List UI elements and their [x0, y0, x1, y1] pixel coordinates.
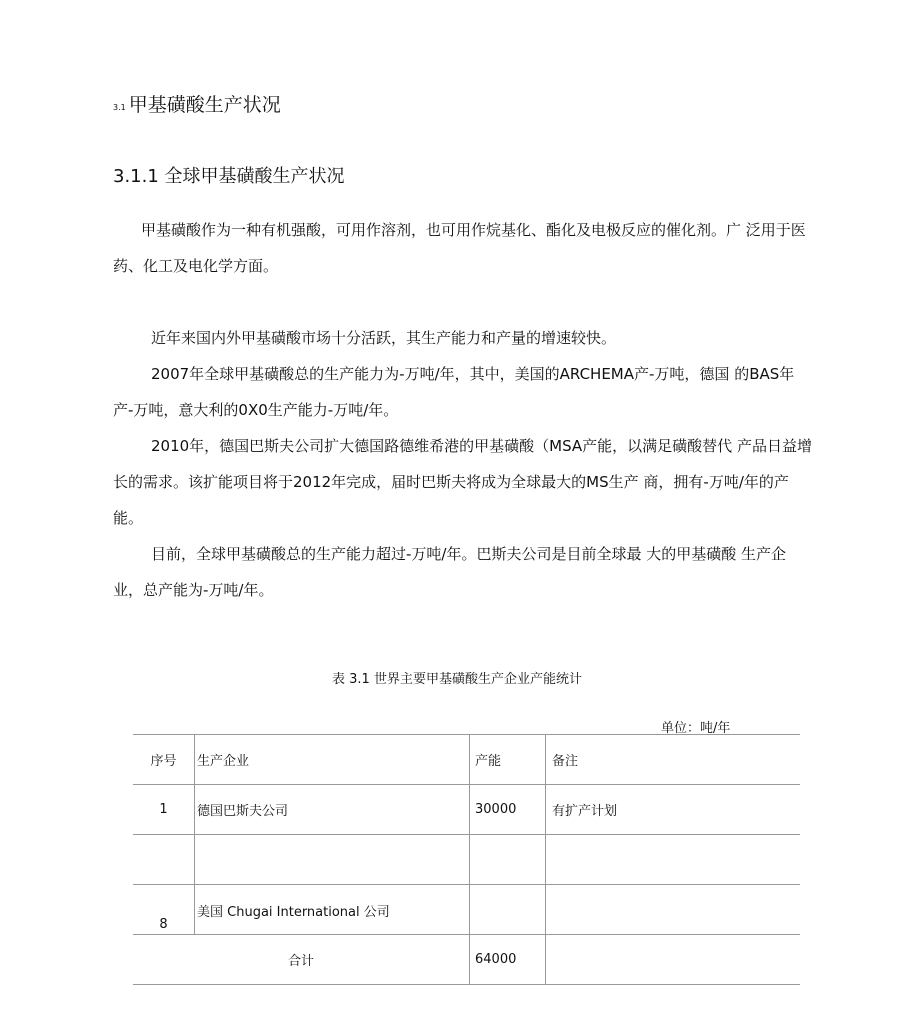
paragraph-2007-capacity: 2007年全球甲基磺酸总的生产能力为-万吨/年，其中，美国的ARCHEMA产-万吨，德国 的BAS年产-万吨，意大利的0X0生产能力-万吨/年。: [113, 365, 795, 419]
row-company: 德国巴斯夫公司: [195, 785, 470, 835]
table-total-row: [133, 935, 800, 985]
total-capacity: 64000: [470, 935, 546, 985]
row-company: 美国 Chugai International 公司: [195, 885, 470, 935]
section-title: 甲基磺酸生产状况: [128, 94, 281, 116]
table-row: [133, 785, 800, 835]
paragraph-intro: 甲基磺酸作为一种有机强酸，可用作溶剂，也可用作烷基化、酯化及电极反应的催化剂。广 泛用于医药、化工及电化学方面。: [113, 221, 806, 275]
row-capacity: [470, 835, 546, 885]
total-remarks: [546, 935, 801, 985]
paragraph-current-capacity: 目前，全球甲基磺酸总的生产能力超过-万吨/年。巴斯夫公司是目前全球最 大的甲基磺酸 生产企业，总产能为-万吨/年。: [113, 545, 787, 599]
table-unit: 单位：吨/年: [661, 721, 731, 736]
capacity-table: [133, 734, 800, 985]
header-index: 序号: [133, 735, 195, 785]
total-label: 合计: [133, 935, 470, 985]
row-remarks: [546, 885, 801, 935]
paragraph-2010-expansion: 2010年，德国巴斯夫公司扩大德国路德维希港的甲基磺酸（MSA产能，以满足磺酸替代 产品日益增长的需求。该扩能项目将于2012年完成，届时巴斯夫将成为全球最大的MS生产 商，拥有-万吨/年的产能。: [113, 437, 812, 527]
paragraph-market: 近年来国内外甲基磺酸市场十分活跃，其生产能力和产量的增速较快。: [151, 329, 617, 347]
header-company: 生产企业: [195, 735, 470, 785]
table-row: [133, 885, 800, 935]
row-capacity: [470, 885, 546, 935]
row-remarks: [546, 835, 801, 885]
row-capacity: 30000: [470, 785, 546, 835]
table-header-row: [133, 735, 800, 785]
header-remarks: 备注: [546, 735, 801, 785]
header-capacity: 产能: [470, 735, 546, 785]
row-index: 1: [133, 785, 195, 835]
section-number: 3.1: [113, 103, 126, 112]
table-caption: 表 3.1 世界主要甲基磺酸生产企业产能统计: [332, 672, 582, 687]
section-heading: [113, 90, 281, 117]
table-row: [133, 835, 800, 885]
subsection-heading: 3.1.1 全球甲基磺酸生产状况: [113, 166, 345, 187]
row-company: [195, 835, 470, 885]
row-remarks: 有扩产计划: [546, 785, 801, 835]
row-index: [133, 835, 195, 885]
row-index: 8: [133, 885, 195, 935]
